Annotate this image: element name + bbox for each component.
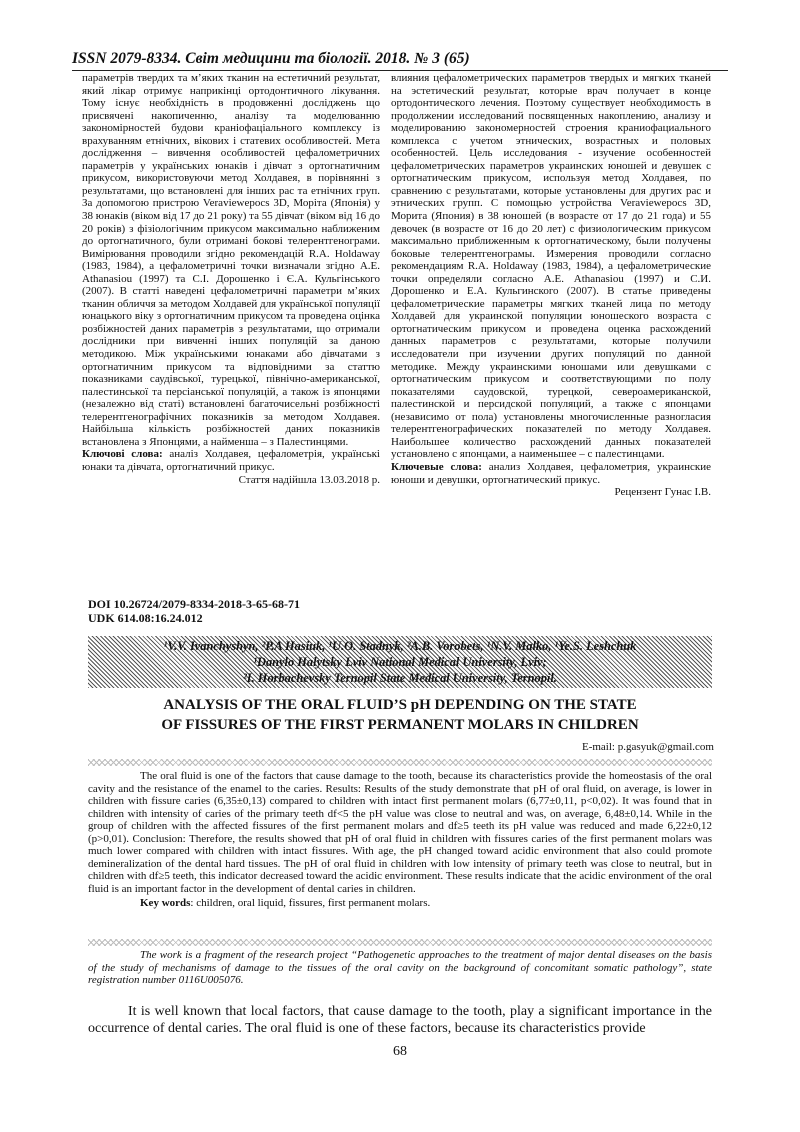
article-title xyxy=(88,695,712,735)
ukrainian-summary-body: параметрів твердих та м’яких тканин на естетичний результат, який лікар отримує наприкінці ортодонтичного лікування. Тому існує необхідність в продовженні досліджень що присвячені накопиченню, аналізу та моделюванню закономірностей будови краніофаціального комплексу із врахуванням етнічних, вікових і статевих особливостей. Мета дослідження – вивчення особливостей цефалометричних параметрів у українських юнаків і дівчат з ортогнатичним прикусом, використовуючи метод Холдавея, в порівнянні з результатами, що встановлені для інших рас та етнічних груп. За допомогою пристрою Veraviewepocs 3D, Моріта (Японія) у 38 юнаків (віком від 17 до 21 року) та 55 дівчат (віком від 16 до 20 років) з фізіологічним прикусом максимально наближеним до ортогнатичного, були отримані бокові телерентгенограми. Вимірювання проводили згідно рекомендацій R.A. Holdaway (1983, 1984), а цефалометричні точки визначали згідно A.E. Athanasiou (1997) та С.І. Дорошенко і Є.А. Кульгінського (2007). В статті наведені цефалометричні параметри м’яких тканин обличчя за методом Холдавей для української популяції юнацького віку з ортогнатичним прикусом та проведена оцінка розбіжностей даних параметрів з результатами, що отримали дослідники при вивченні інших популяцій за даною методикою. Між українськими юнаками або дівчатами з ортогнатичним прикусом та відповідними за статтю показниками саудівської, турецької, північно-американської, палестинської та персіанської популяцій, а також із японцями (незалежно від статі) встановлені багаточисельні розбіжності телерентгенографічних показників за методом Холдавея. Найбільша кількість розбіжностей даних показників встановлена з Японцями, а найменша – з Палестинцями. xyxy=(82,72,380,448)
title-line-2: OF FISSURES OF THE FIRST PERMANENT MOLARS IN CHILDREN xyxy=(161,717,639,733)
russian-keywords xyxy=(391,461,711,486)
abstract-keywords xyxy=(88,897,712,910)
ukrainian-summary xyxy=(82,72,380,486)
russian-summary xyxy=(391,72,711,499)
abstract xyxy=(88,770,712,910)
russian-keywords-label: Ключевые слова: xyxy=(391,460,482,473)
ukrainian-keywords-label: Ключові слова: xyxy=(82,448,163,461)
abstract-keywords-label: Key words xyxy=(140,897,191,909)
title-line-1: ANALYSIS OF THE ORAL FLUID’S pH DEPENDING ON THE STATE xyxy=(163,697,637,713)
reviewer: Рецензент Гунас І.В. xyxy=(614,486,711,499)
authors: ¹V.V. Ivanchyshyn, ²P.A Hasiuk, ¹U.O. Stadnyk, ²A.B. Vorobets, ¹N.V. Malko, ¹Ye.S. Leshchuk xyxy=(163,639,637,653)
abstract-keywords-text: : children, oral liquid, fissures, first permanent molars. xyxy=(190,897,431,909)
article-identifiers xyxy=(88,597,300,625)
page-number: 68 xyxy=(393,1044,407,1059)
doi: DOI 10.26724/2079-8334-2018-3-65-68-71 xyxy=(88,597,300,611)
intro-paragraph: It is well known that local factors, that cause damage to the tooth, play a significant importance in the occurrence of dental caries. The oral fluid is one of these factors, because its characteristics provide xyxy=(88,1004,712,1036)
decorative-wave-divider xyxy=(88,759,712,766)
ukrainian-keywords xyxy=(82,448,380,473)
decorative-wave-divider xyxy=(88,939,712,946)
journal-header: ISSN 2079-8334. Світ медицини та біології. 2018. № 3 (65) xyxy=(72,50,728,71)
email: E-mail: p.gasyuk@gmail.com xyxy=(581,741,714,753)
authors-band xyxy=(88,636,712,688)
research-fragment-note: The work is a fragment of the research project “Pathogenetic approaches to the treatment of major dental diseases on the basis of the study of mechanisms of damage to the tissues of the oral cavity on the background of concomitant somatic pathology”, state registration number 0116U005076. xyxy=(88,949,712,986)
abstract-text: The oral fluid is one of the factors that cause damage to the tooth, because its characteristics provide the homeostasis of the oral cavity and the resistance of the enamel to the caries. Results: Results of the study demonstrate that pH of oral fluid, on average, is lower in children with fissure caries (6,35±0,13) compared to children with intact first permanent molars (6,77±0,11, p<0,02). It was found that in children with intensity of caries of the primary teeth df<5 the pH value was close to neutral and was, on average, 6,48±0,14. While in the group of children with the affected fissures of the first permanent molars and df≥5 teeth its pH value was reduced and made 6,22±0,12 (p>0,01). Conclusion: Therefore, the results showed that pH of oral fluid in children with fissures caries of the first permanent molars was much lower compared with children with intact fissures. With age, the pH changed toward acidic environment that also could promote demineralization of the dental hard tissues. The pH of oral fluid in children with low intensity of primary teeth was close to neutral, but in children with df≥5 teeth, this indicator decreased toward the acidic environment. These results indicate that the acidic environment of the oral fluid is an important factor in the development of dental caries in children. xyxy=(88,770,712,895)
russian-summary-body: влияния цефалометрических параметров твердых и мягких тканей на эстетический результат, которые врач получает в конце ортодонтического лечения. Поэтому существует необходимость в продолжении исследований посвященных накоплению, анализу и моделированию закономерностей строения краниофациального комплекса с учетом этнических, возрастных и половых особенностей. Цель исследования - изучение особенностей цефалометрических параметров украинских юношей и девушек с ортогнатическим прикусом, используя метод Холдавея, по сравнению с результатами, которые установлены для других рас и этнических групп. С помощью устройства Veraviewepocs 3D, Морита (Япония) в 38 юношей (в возрасте от 17 до 21 года) и 55 девочек (в возрасте от 16 до 20 лет) с физиологическим прикусом максимально приближенным к ортогнатическому, были получены боковые телерентгенограмы. Измерения проводили согласно рекомендациям R.A. Holdaway (1983, 1984), а цефалометрические точки определяли согласно A.E. Athanasiou (1997) и С.И. Дорошенко и Е.А. Кульгинского (2007). В статье приведены цефалометрические параметры мягких тканей лица по методу Холдавей для украинской популяции юношеского возраста с ортогнатическим прикусом и проведена оценка расхождений данных параметров с результатами, которые получили исследователи при изучении других популяций по данной методике. Между украинскими юношами или девушками с ортогнатическим прикусом и соответствующими по полу показателями саудовской, турецкой, североамериканской, палестинской и персидской популяций, а также с японцами (независимо от пола) установлены многочисленные разногласия телерентгенографических показателей по методу Холдавея. Наибольшее количество расхождений данных показателей установлено с японцами, а наименьшее – с палестинцами. xyxy=(391,72,711,461)
affiliation-1: ¹Danylo Halytsky Lviv National Medical University, Lviv; xyxy=(253,655,547,669)
received-date: Стаття надійшла 13.03.2018 р. xyxy=(238,473,380,486)
russian-keywords-text: анализ Холдавея, цефалометрия, украинские юноши и девушки, ортогнатический прикус. xyxy=(391,460,711,486)
affiliation-2: ²I. Horbachevsky Ternopil State Medical University, Ternopil. xyxy=(243,671,557,685)
ukrainian-keywords-text: аналіз Холдавея, цефалометрія, українські юнаки та дівчата, ортогнатичний прикус. xyxy=(82,448,380,473)
udk: UDK 614.08:16.24.012 xyxy=(88,611,203,625)
